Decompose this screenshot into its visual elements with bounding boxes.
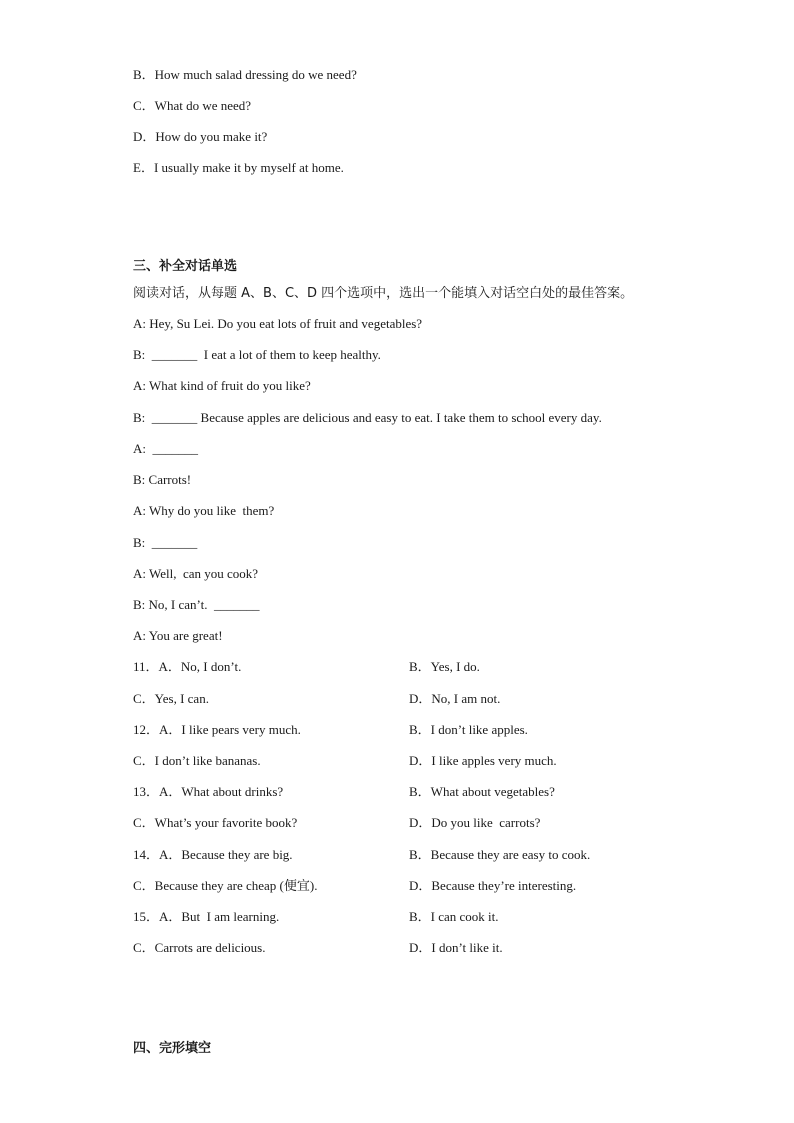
question-15-option-d: D．I don’t like it. xyxy=(409,940,503,955)
option-d: D．How do you make it? xyxy=(133,129,268,144)
dialogue-line: B: _______ Because apples are delicious and easy to eat. I take them to school every day. xyxy=(133,410,602,425)
question-14-option-b: B．Because they are easy to cook. xyxy=(409,847,591,862)
question-13-option-c: C．What’s your favorite book? xyxy=(133,815,298,830)
dialogue-line: B: Carrots! xyxy=(133,472,192,487)
question-13-option-d: D．Do you like carrots? xyxy=(409,815,541,830)
question-11-option-c: C．Yes, I can. xyxy=(133,691,209,706)
dialogue-line: B: No, I can’t. _______ xyxy=(133,597,260,612)
dialogue-line: A: Why do you like them? xyxy=(133,503,275,518)
section-instruction: 阅读对话，从每题 A、B、C、D 四个选项中，选出一个能填入对话空白处的最佳答案。 xyxy=(133,286,634,301)
question-15-option-c: C．Carrots are delicious. xyxy=(133,940,266,955)
question-12-option-d: D．I like apples very much. xyxy=(409,753,557,768)
question-13-option-a: 13．A．What about drinks? xyxy=(133,784,284,799)
question-14-option-a: 14．A．Because they are big. xyxy=(133,847,293,862)
dialogue-line: A: _______ xyxy=(133,441,198,456)
dialogue-line: A: You are great! xyxy=(133,628,223,643)
question-14-option-d: D．Because they’re interesting. xyxy=(409,878,577,893)
question-11-option-d: D．No, I am not. xyxy=(409,691,501,706)
dialogue-line: A: What kind of fruit do you like? xyxy=(133,378,311,393)
dialogue-line: A: Hey, Su Lei. Do you eat lots of fruit and vegetables? xyxy=(133,316,423,331)
option-b: B．How much salad dressing do we need? xyxy=(133,67,357,82)
question-13-option-b: B．What about vegetables? xyxy=(409,784,555,799)
section-heading: 三、补全对话单选 xyxy=(133,259,238,274)
question-15-option-a: 15．A．But I am learning. xyxy=(133,909,280,924)
question-11-option-b: B．Yes, I do. xyxy=(409,659,480,674)
dialogue-line: A: Well, can you cook? xyxy=(133,566,259,581)
question-15-option-b: B．I can cook it. xyxy=(409,909,499,924)
dialogue-line: B: _______ xyxy=(133,535,198,550)
question-11-option-a: 11．A．No, I don’t. xyxy=(133,659,242,674)
question-12-option-c: C．I don’t like bananas. xyxy=(133,753,261,768)
question-14-option-c: C．Because they are cheap (便宜). xyxy=(133,878,318,893)
question-12-option-a: 12．A．I like pears very much. xyxy=(133,722,301,737)
dialogue-line: B: _______ I eat a lot of them to keep healthy. xyxy=(133,347,381,362)
option-e: E．I usually make it by myself at home. xyxy=(133,160,344,175)
option-c: C．What do we need? xyxy=(133,98,252,113)
question-12-option-b: B．I don’t like apples. xyxy=(409,722,528,737)
section-heading-4: 四、完形填空 xyxy=(133,1041,212,1056)
